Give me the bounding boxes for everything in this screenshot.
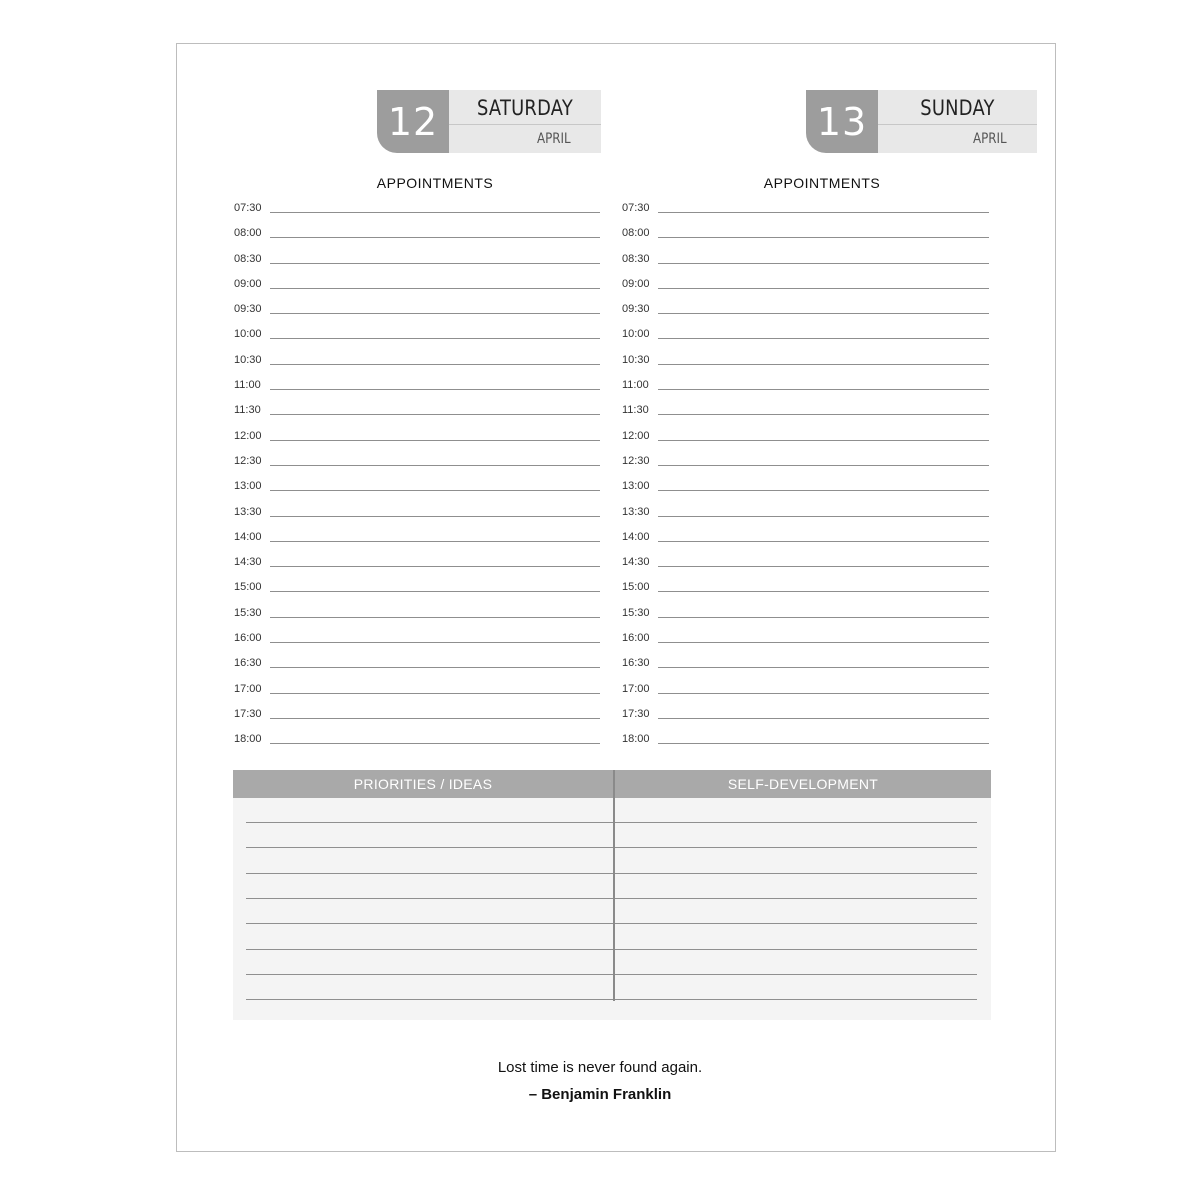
write-line — [658, 440, 989, 441]
day-header-saturday — [377, 90, 601, 153]
time-label: 17:00 — [622, 682, 650, 695]
time-slot[interactable] — [622, 651, 989, 676]
time-slot[interactable] — [234, 651, 600, 676]
write-line — [270, 541, 600, 542]
time-slot[interactable] — [622, 322, 989, 347]
write-line — [270, 743, 600, 744]
time-slot[interactable] — [622, 297, 989, 322]
notes-line — [246, 873, 613, 874]
write-line — [270, 465, 600, 466]
notes-line — [615, 847, 977, 848]
time-label: 17:30 — [622, 707, 650, 720]
time-slot[interactable] — [622, 449, 989, 474]
time-label: 11:00 — [234, 379, 261, 392]
day-header-sunday — [806, 90, 1037, 153]
time-label: 07:30 — [622, 202, 650, 214]
notes-line — [615, 898, 977, 899]
date-info — [449, 90, 601, 153]
time-slot[interactable] — [234, 398, 600, 423]
time-slot[interactable] — [234, 449, 600, 474]
write-line — [658, 490, 989, 491]
date-number: 12 — [377, 90, 449, 153]
write-line — [270, 718, 600, 719]
time-slot[interactable] — [234, 424, 600, 449]
write-line — [658, 389, 989, 390]
month-label: APRIL — [537, 131, 571, 147]
time-label: 13:30 — [622, 505, 650, 518]
notes-line — [246, 898, 613, 899]
notes-line — [615, 873, 977, 874]
time-slot[interactable] — [234, 373, 600, 398]
write-line — [270, 490, 600, 491]
time-slot[interactable] — [234, 196, 600, 221]
time-label: 08:00 — [234, 227, 262, 240]
write-line — [658, 693, 989, 694]
write-line — [658, 718, 989, 719]
write-line — [658, 364, 989, 365]
write-line — [658, 516, 989, 517]
time-slot[interactable] — [622, 601, 989, 626]
appointments-title-sunday: APPOINTMENTS — [763, 175, 881, 191]
write-line — [270, 617, 600, 618]
time-label: 15:30 — [234, 606, 262, 619]
time-slot[interactable] — [622, 348, 989, 373]
write-line — [658, 617, 989, 618]
time-label: 07:30 — [234, 202, 262, 214]
time-label: 18:00 — [234, 733, 262, 746]
time-label: 13:30 — [234, 505, 262, 518]
time-slot[interactable] — [622, 424, 989, 449]
appointments-list-saturday — [234, 196, 600, 753]
notes-line — [246, 974, 613, 975]
priorities-column — [233, 770, 613, 1002]
time-label: 14:00 — [622, 530, 650, 543]
time-label: 18:00 — [622, 733, 650, 746]
write-line — [270, 591, 600, 592]
time-label: 12:00 — [622, 429, 650, 442]
date-divider — [449, 124, 601, 125]
time-label: 16:30 — [234, 657, 262, 670]
write-line — [270, 237, 600, 238]
time-label: 15:00 — [234, 581, 262, 594]
time-slot[interactable] — [234, 500, 600, 525]
write-line — [270, 642, 600, 643]
write-line — [658, 313, 989, 314]
weekday-label: SUNDAY — [920, 96, 995, 120]
time-slot[interactable] — [234, 525, 600, 550]
notes-line — [246, 949, 613, 950]
write-line — [658, 288, 989, 289]
time-slot[interactable] — [234, 550, 600, 575]
weekday-label: SATURDAY — [476, 96, 574, 120]
time-slot[interactable] — [234, 322, 600, 347]
time-slot[interactable] — [622, 500, 989, 525]
month-label: APRIL — [973, 131, 1007, 147]
write-line — [658, 591, 989, 592]
time-slot[interactable] — [234, 626, 600, 651]
time-label: 15:00 — [622, 581, 650, 594]
time-slot[interactable] — [622, 373, 989, 398]
time-label: 08:30 — [622, 252, 650, 265]
time-label: 14:30 — [234, 556, 262, 569]
time-slot[interactable] — [622, 474, 989, 499]
self-development-column — [615, 770, 991, 1002]
time-slot[interactable] — [234, 221, 600, 246]
time-label: 10:30 — [622, 353, 650, 366]
appointments-list-sunday — [622, 196, 989, 753]
time-label: 12:30 — [234, 454, 262, 467]
write-line — [658, 642, 989, 643]
time-label: 16:30 — [622, 657, 650, 670]
time-slot[interactable] — [234, 575, 600, 600]
notes-line — [615, 949, 977, 950]
time-slot[interactable] — [234, 474, 600, 499]
time-slot[interactable] — [234, 272, 600, 297]
time-slot[interactable] — [622, 575, 989, 600]
write-line — [270, 364, 600, 365]
time-slot[interactable] — [622, 272, 989, 297]
time-slot[interactable] — [234, 297, 600, 322]
write-line — [658, 743, 989, 744]
time-slot[interactable] — [622, 702, 989, 727]
write-line — [270, 440, 600, 441]
time-label: 10:00 — [234, 328, 262, 341]
time-label: 10:30 — [234, 353, 262, 366]
write-line — [270, 313, 600, 314]
time-label: 09:00 — [622, 277, 650, 290]
notes-line — [246, 923, 613, 924]
write-line — [658, 541, 989, 542]
time-label: 17:00 — [234, 682, 262, 695]
notes-line — [615, 974, 977, 975]
time-label: 09:00 — [234, 277, 262, 290]
quote-author: – Benjamin Franklin — [528, 1086, 672, 1103]
time-label: 17:30 — [234, 707, 262, 720]
write-line — [270, 288, 600, 289]
time-label: 11:30 — [622, 404, 649, 417]
time-slot[interactable] — [622, 525, 989, 550]
write-line — [270, 389, 600, 390]
write-line — [658, 338, 989, 339]
time-slot[interactable] — [622, 398, 989, 423]
write-line — [270, 338, 600, 339]
appointments-title-saturday: APPOINTMENTS — [376, 175, 494, 191]
write-line — [270, 566, 600, 567]
notes-line — [246, 847, 613, 848]
time-label: 16:00 — [622, 632, 650, 645]
time-label: 14:00 — [234, 530, 262, 543]
write-line — [270, 414, 600, 415]
notes-line — [615, 822, 977, 823]
time-slot[interactable] — [622, 626, 989, 651]
time-label: 09:30 — [622, 303, 650, 316]
write-line — [270, 212, 600, 213]
time-label: 11:00 — [622, 379, 649, 392]
time-slot[interactable] — [622, 221, 989, 246]
notes-section — [233, 770, 991, 1020]
time-slot[interactable] — [622, 677, 989, 702]
time-label: 15:30 — [622, 606, 650, 619]
time-label: 14:30 — [622, 556, 650, 569]
write-line — [658, 667, 989, 668]
time-slot[interactable] — [234, 702, 600, 727]
time-slot[interactable] — [234, 727, 600, 752]
notes-line — [615, 999, 977, 1000]
write-line — [658, 263, 989, 264]
write-line — [270, 667, 600, 668]
time-label: 10:00 — [622, 328, 650, 341]
self-development-header: SELF-DEVELOPMENT — [615, 770, 991, 798]
time-label: 09:30 — [234, 303, 262, 316]
time-slot[interactable] — [234, 677, 600, 702]
time-label: 11:30 — [234, 404, 261, 417]
write-line — [658, 414, 989, 415]
time-label: 16:00 — [234, 632, 262, 645]
time-slot[interactable] — [234, 601, 600, 626]
notes-line — [246, 822, 613, 823]
time-slot[interactable] — [622, 196, 989, 221]
time-label: 13:00 — [622, 480, 650, 493]
write-line — [270, 693, 600, 694]
time-label: 08:00 — [622, 227, 650, 240]
write-line — [270, 263, 600, 264]
priorities-header: PRIORITIES / IDEAS — [233, 770, 613, 798]
write-line — [658, 566, 989, 567]
time-label: 13:00 — [234, 480, 262, 493]
time-label: 12:30 — [622, 454, 650, 467]
time-slot[interactable] — [622, 550, 989, 575]
notes-line — [615, 923, 977, 924]
date-number: 13 — [806, 90, 878, 153]
date-info — [878, 90, 1037, 153]
quote-text: Lost time is never found again. — [497, 1059, 703, 1076]
write-line — [658, 465, 989, 466]
time-slot[interactable] — [234, 247, 600, 272]
time-slot[interactable] — [234, 348, 600, 373]
notes-line — [246, 999, 613, 1000]
write-line — [658, 212, 989, 213]
write-line — [270, 516, 600, 517]
time-label: 08:30 — [234, 252, 262, 265]
date-divider — [878, 124, 1037, 125]
time-label: 12:00 — [234, 429, 262, 442]
write-line — [658, 237, 989, 238]
time-slot[interactable] — [622, 727, 989, 752]
time-slot[interactable] — [622, 247, 989, 272]
